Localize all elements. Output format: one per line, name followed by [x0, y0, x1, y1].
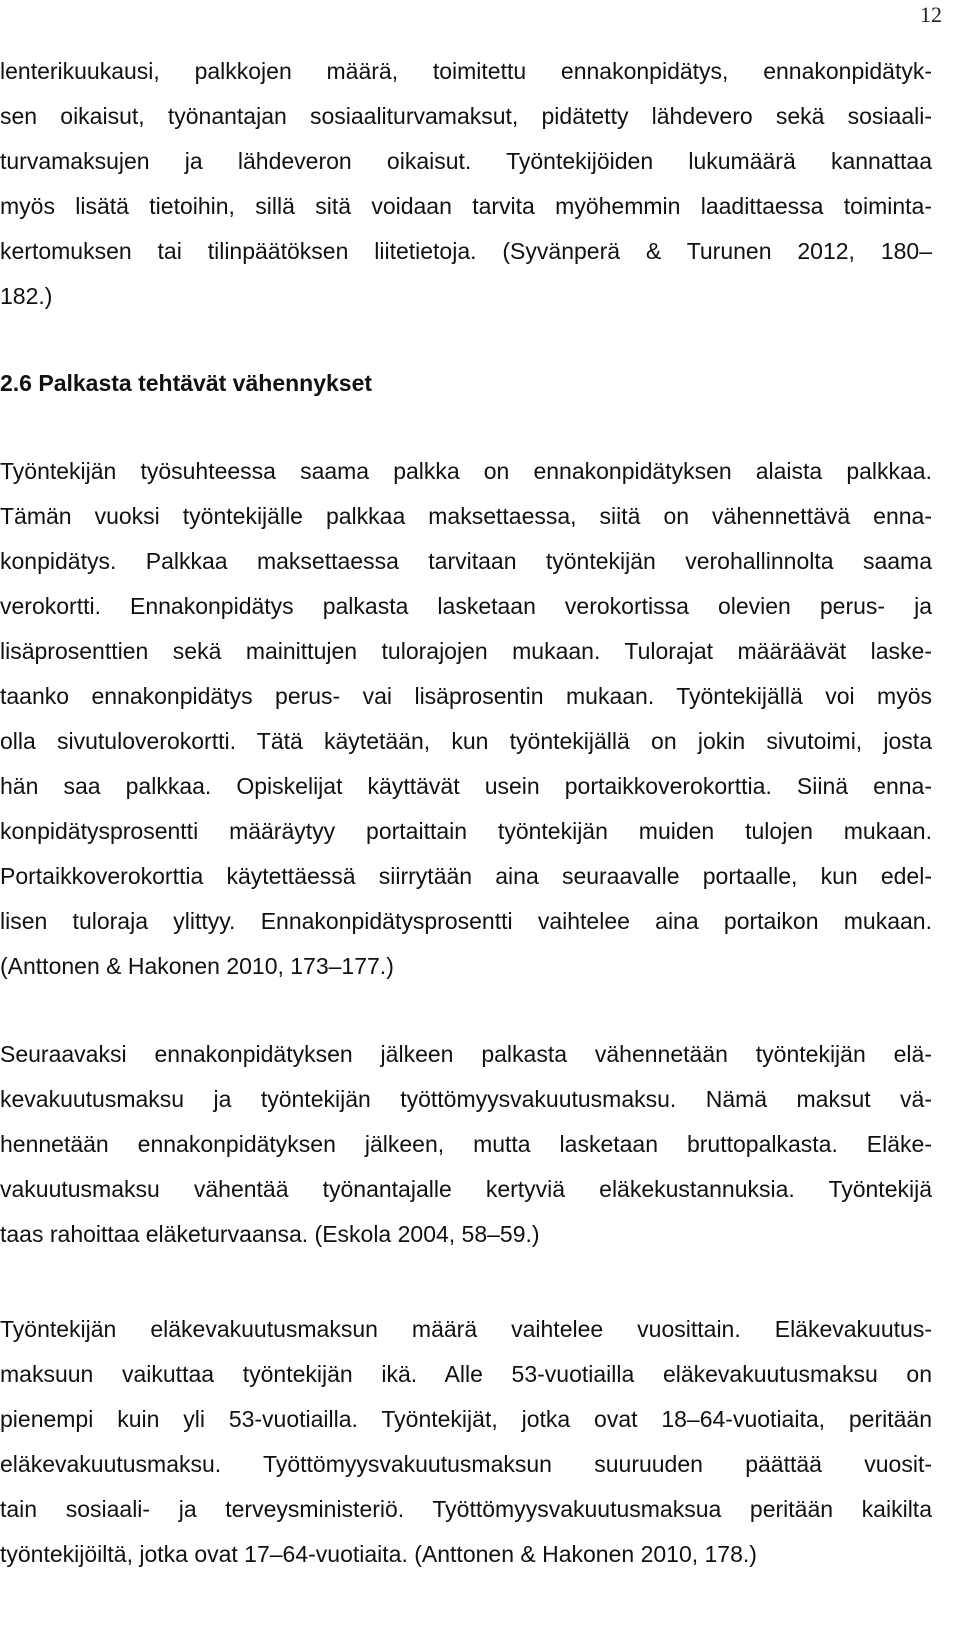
text-line: hän saa palkkaa. Opiskelijat käyttävät usein portaikkoverokorttia. Siinä enna-	[0, 773, 932, 799]
text-line: konpidätys. Palkkaa maksettaessa tarvitaan työntekijän verohallinnolta saama	[0, 548, 932, 574]
text-line: Portaikkoverokorttia käytettäessä siirrytään aina seuraavalle portaalle, kun edel-	[0, 863, 932, 889]
text-line: kertomuksen tai tilinpäätöksen liitetietoja. (Syvänperä & Turunen 2012, 180–	[0, 238, 932, 264]
text-line: työntekijöiltä, jotka ovat 17–64-vuotiaita. (Anttonen & Hakonen 2010, 178.)	[0, 1541, 757, 1567]
text-line: myös lisätä tietoihin, sillä sitä voidaan tarvita myöhemmin laadittaessa toiminta-	[0, 193, 932, 219]
text-line: kevakuutusmaksu ja työntekijän työttömyysvakuutusmaksu. Nämä maksut vä-	[0, 1086, 932, 1112]
text-line: 182.)	[0, 283, 53, 309]
text-line: taanko ennakonpidätys perus- vai lisäprosentin mukaan. Työntekijällä voi myös	[0, 683, 932, 709]
text-line: lisen tuloraja ylittyy. Ennakonpidätysprosentti vaihtelee aina portaikon mukaan.	[0, 908, 932, 934]
text-line: olla sivutuloverokortti. Tätä käytetään, kun työntekijällä on jokin sivutoimi, josta	[0, 728, 932, 754]
text-line: sen oikaisut, työnantajan sosiaaliturvamaksut, pidätetty lähdevero sekä sosiaali-	[0, 103, 932, 129]
text-line: eläkevakuutusmaksu. Työttömyysvakuutusmaksun suuruuden päättää vuosit-	[0, 1451, 932, 1477]
text-line: vakuutusmaksu vähentää työnantajalle kertyviä eläkekustannuksia. Työntekijä	[0, 1176, 932, 1202]
text-line: turvamaksujen ja lähdeveron oikaisut. Työntekijöiden lukumäärä kannattaa	[0, 148, 932, 174]
text-line: Seuraavaksi ennakonpidätyksen jälkeen palkasta vähennetään työntekijän elä-	[0, 1041, 932, 1067]
text-line: taas rahoittaa eläketurvaansa. (Eskola 2004, 58–59.)	[0, 1221, 540, 1247]
text-line: (Anttonen & Hakonen 2010, 173–177.)	[0, 953, 394, 979]
text-line: pienempi kuin yli 53-vuotiailla. Työntekijät, jotka ovat 18–64-vuotiaita, peritään	[0, 1406, 932, 1432]
text-line: Työntekijän työsuhteessa saama palkka on ennakonpidätyksen alaista palkkaa.	[0, 458, 932, 484]
text-line: Tämän vuoksi työntekijälle palkkaa maksettaessa, siitä on vähennettävä enna-	[0, 503, 932, 529]
section-heading: 2.6 Palkasta tehtävät vähennykset	[0, 370, 373, 396]
text-line: Työntekijän eläkevakuutusmaksun määrä vaihtelee vuosittain. Eläkevakuutus-	[0, 1316, 932, 1342]
text-line: verokortti. Ennakonpidätys palkasta lasketaan verokortissa olevien perus- ja	[0, 593, 932, 619]
text-line: konpidätysprosentti määräytyy portaittain työntekijän muiden tulojen mukaan.	[0, 818, 932, 844]
text-line: maksuun vaikuttaa työntekijän ikä. Alle 53-vuotiailla eläkevakuutusmaksu on	[0, 1361, 932, 1387]
text-line: lenterikuukausi, palkkojen määrä, toimitettu ennakonpidätys, ennakonpidätyk-	[0, 58, 932, 84]
text-line: tain sosiaali- ja terveysministeriö. Työttömyysvakuutusmaksua peritään kaikilta	[0, 1496, 932, 1522]
page-number: 12	[920, 2, 942, 27]
text-line: hennetään ennakonpidätyksen jälkeen, mutta lasketaan bruttopalkasta. Eläke-	[0, 1131, 932, 1157]
text-line: lisäprosenttien sekä mainittujen tulorajojen mukaan. Tulorajat määräävät laske-	[0, 638, 932, 664]
